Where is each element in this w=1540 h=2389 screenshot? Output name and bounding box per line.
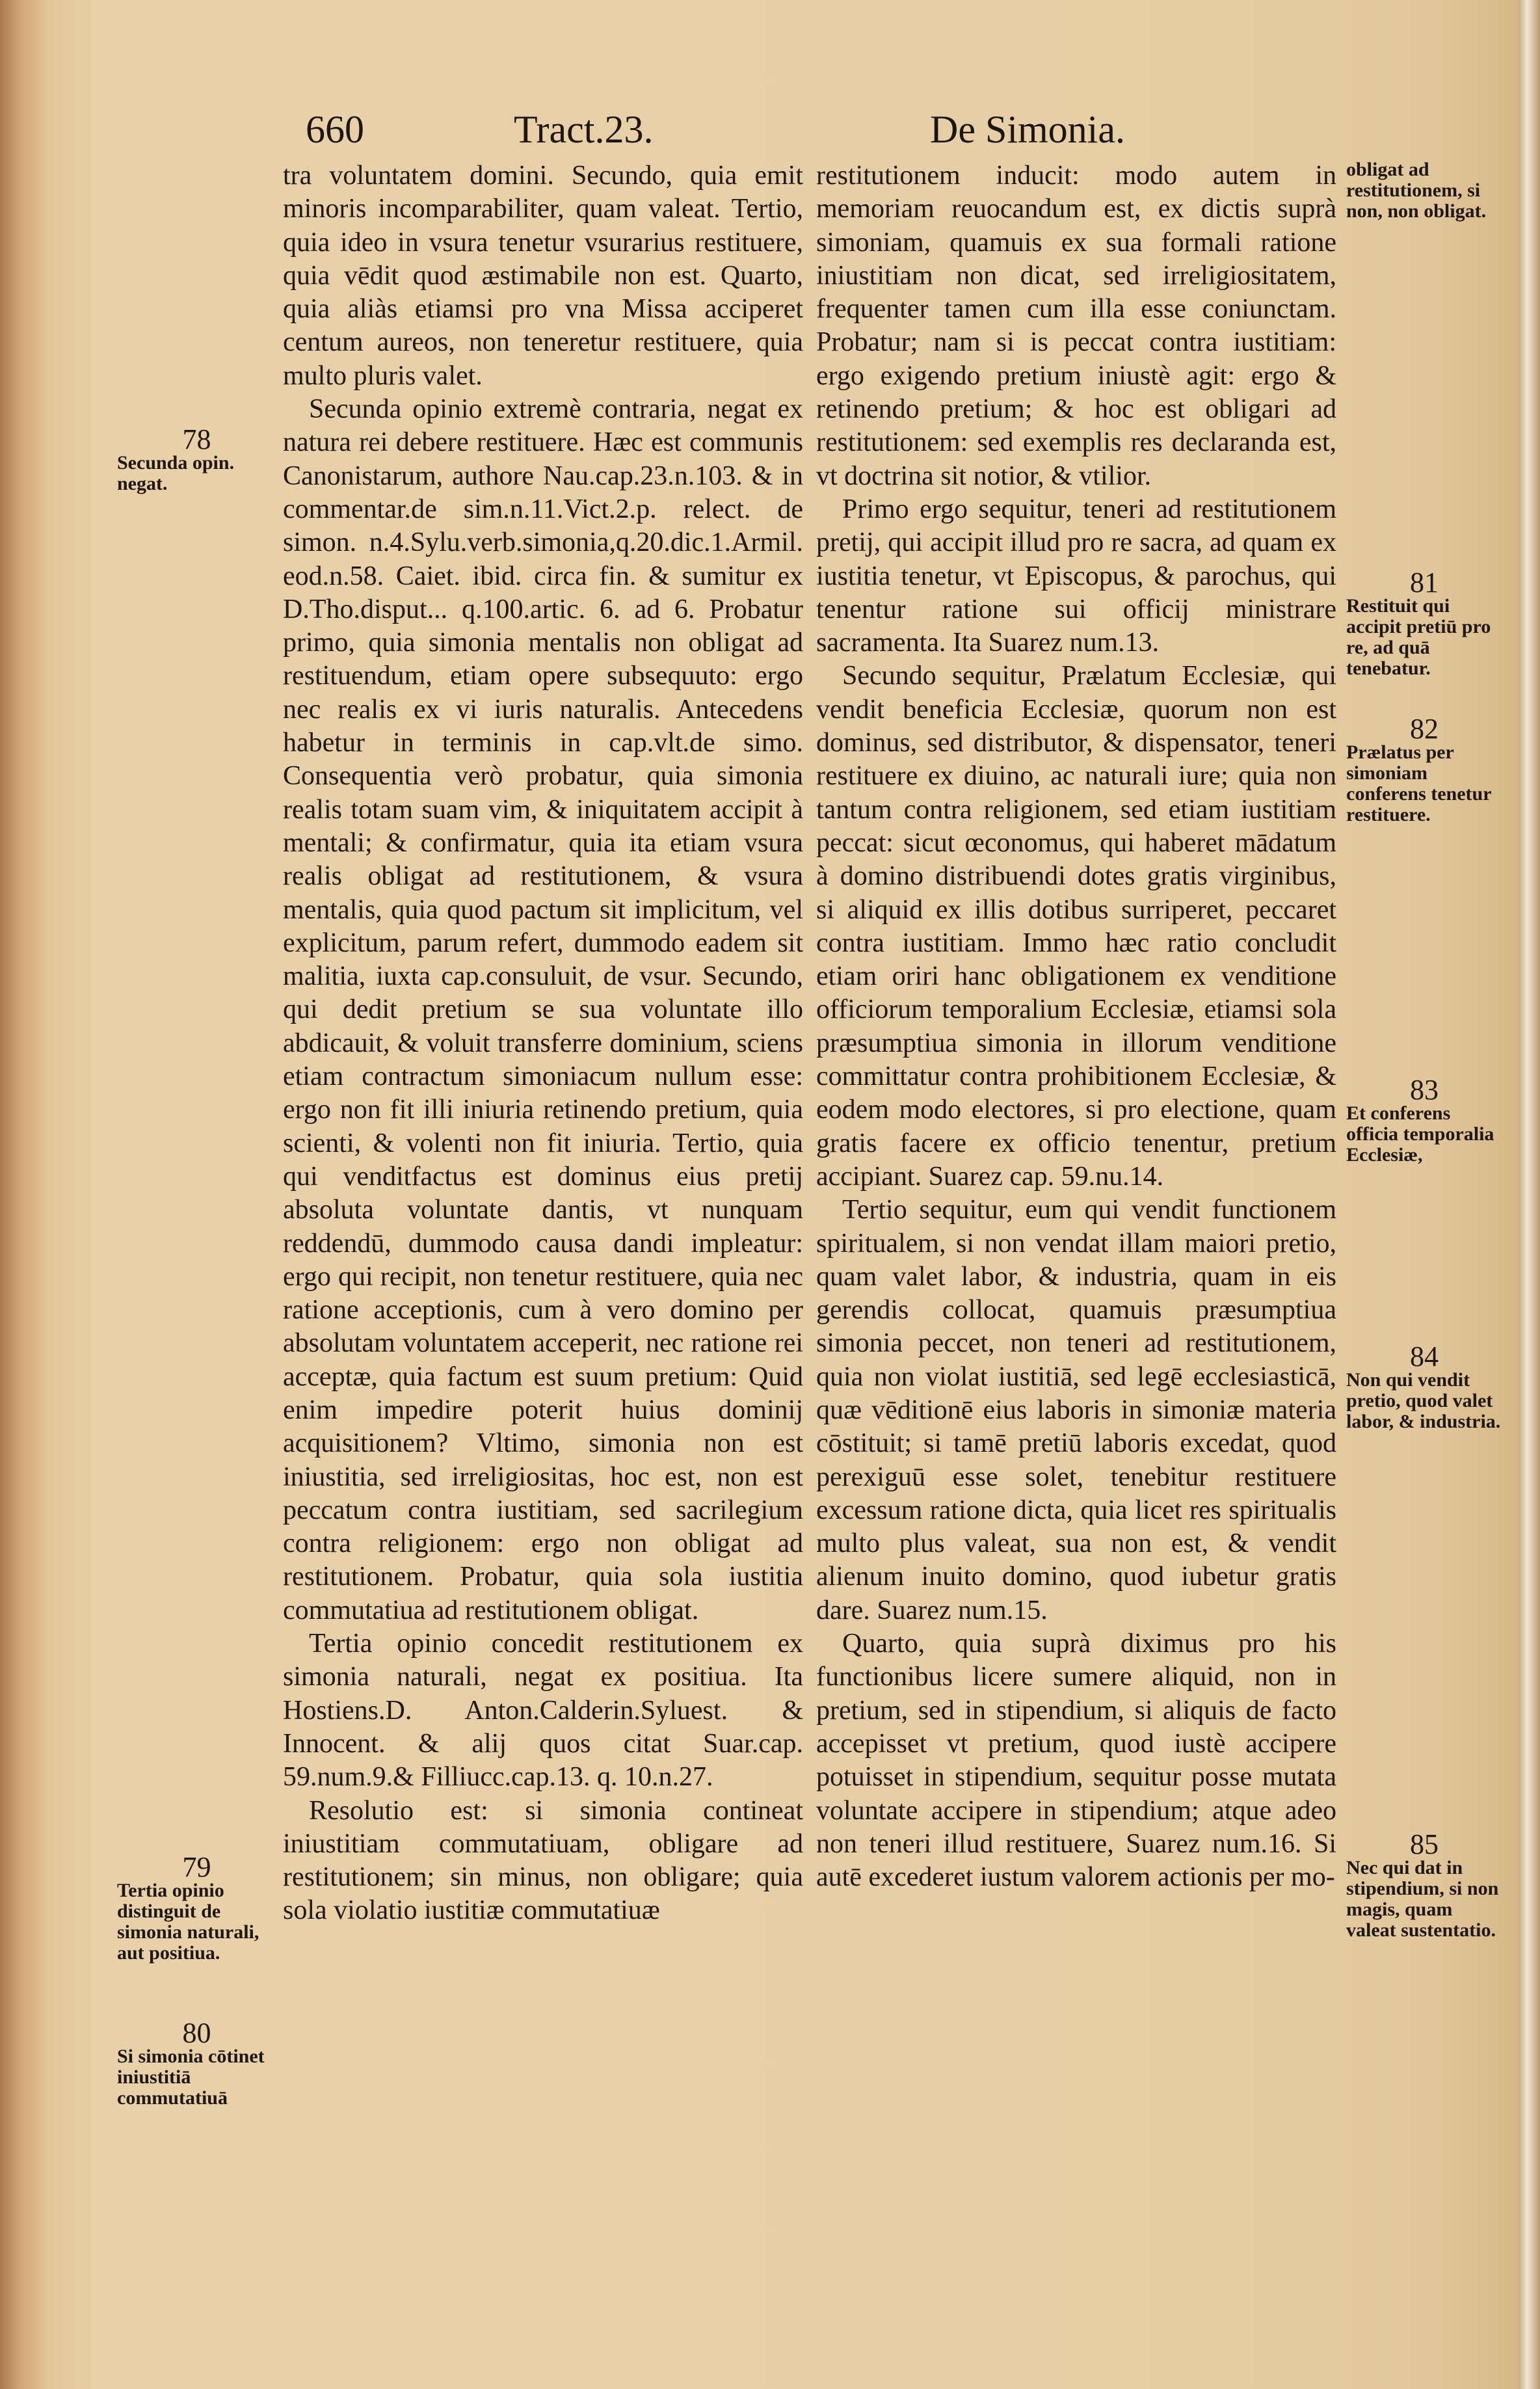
paragraph: Tertio sequitur, eum qui vendit functionem spiritualem, si non vendat illam maiori pretio, quam valet labor, & industria, quam in eis gerendis collocat, quamuis præsumptiua simonia peccet, non teneri ad restitutionem, quia non violat iustitiā, sed legē ecclesiasticā, quæ vēditionē eius laboris in simoniæ materia cōstituit; si tamē pretiū laboris excedat, quod perexiguū esse solet, tenebitur restituere excessum ratione dicta, quia licet res spiritualis multo plus valeat, sua non est, & vendit alienum inuito domino, quod iubetur gratis dare. Suarez num.15.: [816, 1195, 1336, 1625]
margin-note: [117, 1851, 276, 1964]
paragraph: Primo ergo sequitur, teneri ad restitutionem pretij, qui accipit illud pro re sacra, ad quam ex iustitia tenetur, vt Episcopus, & parochus, qui tenentur ratione sui officij ministrare sacramenta. Ita Suarez num.13.: [816, 494, 1336, 658]
page-title: De Simonia.: [930, 108, 1125, 151]
right-text-column: [816, 159, 1336, 1894]
paragraph: tra voluntatem domini. Secundo, quia emit minoris incomparabiliter, quam valeat. Tertio, quia ideo in vsura tenetur vsurarius restituere, quia vēdit quod æstimabile non est. Quarto, quia aliàs etiamsi pro vna Missa acciperet centum aureos, non teneretur restituere, quia multo pluris valet.: [283, 161, 803, 391]
margin-note-number: 82: [1410, 713, 1439, 745]
margin-note-number: 80: [182, 2017, 211, 2049]
margin-note-number: 83: [1410, 1074, 1439, 1106]
paragraph: Secunda opinio extremè contraria, negat ex natura rei debere restituere. Hæc est communis Canonistarum, authore Nau.cap.23.n.103. & in commentar.de sim.n.11.Vict.2.p. relect. de simon. n.4.Sylu.verb.simonia,q.20.dic.1.Armil. eod.n.58. Caiet. ibid. circa fin. & sumitur ex D.Tho.disput... q.100.artic. 6. ad 6. Probatur primo, quia simonia mentalis non obligat ad restituendum, etiam opere subsequuto: ergo nec realis ex vi iuris naturalis. Antecedens habetur in terminis in cap.vlt.de simo. Consequentia verò probatur, quia simonia realis totam suam vim, & iniquitatem accipit à mentali; & confirmatur, quia ita etiam vsura realis obligat ad restitutionem, & vsura mentalis, quia quod pactum sit implicitum, vel explicitum, parum refert, dummodo eadem sit malitia, iuxta cap.consuluit, de vsur. Secundo, qui dedit pretium se sua voluntate illo abdicauit, & voluit transferre dominium, sciens etiam contractum simoniacum nullum esse: ergo non fit illi iniuria retinendo pretium, quia scienti, & volenti non fit iniuria. Tertio, quia qui venditfactus est dominus eius pretij absoluta voluntate dantis, vt nunquam reddendū, dummodo causa dandi impleatur: ergo qui recipit, non tenetur restituere, quia nec ratione acceptionis, cum à vero domino per absolutam voluntatem acceperit, nec ratione rei acceptæ, quia factum est suum pretium: Quid enim impedire poterit huius dominij acquisitionem? Vltimo, simonia non est iniustitia, sed irreligiositas, hoc est, non est peccatum contra iustitiam, sed sacrilegium contra religionem: ergo non obligat ad restitutionem. Probatur, quia sola iustitia commutatiua ad restitutionem obligat.: [283, 394, 803, 1625]
margin-note-text: Et conferens officia temporalia Ecclesiæ,: [1346, 1102, 1494, 1166]
margin-note-text: Prælatus per simoniam conferens tenetur restituere.: [1346, 741, 1492, 825]
margin-note-number: 85: [1410, 1828, 1439, 1860]
paragraph: Resolutio est: si simonia contineat iniustitiam commutatiuam, obligare ad restitutionem; sin minus, non obligare; quia sola violatio iustitiæ commutatiuæ: [283, 1795, 803, 1926]
margin-note: [1346, 567, 1502, 679]
margin-note-text: obligat ad restitutionem, si non, non obligat.: [1346, 159, 1487, 222]
margin-note: [1346, 713, 1502, 825]
running-header: [306, 107, 1411, 159]
margin-note: [117, 2017, 276, 2109]
paragraph: Quarto, quia suprà diximus pro his functionibus licere sumere aliquid, non in pretium, sed in stipendium, si aliquis de facto accepisset vt pretium, quod iustè accipere potuisset in stipendium, sequitur posse mutata voluntate accipere in stipendium; atque adeo non teneri illud restituere, Suarez num.16. Si autē excederet iustum valorem actionis per mo-: [816, 1629, 1336, 1893]
paragraph: Secundo sequitur, Prælatum Ecclesiæ, qui vendit beneficia Ecclesiæ, quorum non est dominus, sed distributor, & dispensator, teneri restituere ex diuino, ac naturali iure; quia non tantum contra religionem, sed etiam iustitiam peccat: sicut œconomus, qui haberet mādatum à domino distribuendi dotes gratis virginibus, si aliquid ex illis dotibus surriperet, peccaret contra iustitiam. Immo hæc ratio concludit etiam oriri hanc obligationem ex venditione officiorum temporalium Ecclesiæ, etiamsi sola præsumptiua simonia in illorum venditione committatur contra prohibitionem Ecclesiæ, & eodem modo electores, si pro electione, quam gratis facere ex officio tenentur, pretium accipiant. Suarez cap. 59.nu.14.: [816, 661, 1336, 1192]
margin-note-number: 79: [182, 1851, 211, 1883]
margin-note-text: Si simonia cōtinet iniustitiā commutatiuā: [117, 2046, 265, 2109]
left-text-column: [283, 159, 803, 1928]
margin-note: [1346, 1074, 1502, 1166]
margin-note: [1346, 159, 1502, 222]
margin-note: [1346, 1341, 1502, 1432]
paragraph: restitutionem inducit: modo autem in memoriam reuocandum est, ex dictis suprà simoniam, quamuis ex sua formali ratione iniustitiam non dicat, sed irreligiositatem, frequenter tamen cum illa esse coniunctam. Probatur; nam si is peccat contra iustitiam: ergo exigendo pretium iniustè agit: ergo & retinendo pretium; & hoc est obligari ad restitutionem: sed exemplis res declaranda est, vt doctrina sit notior, & vtilior.: [816, 161, 1336, 491]
page-number: 660: [306, 108, 364, 151]
tract-heading: Tract.23.: [514, 108, 654, 151]
margin-note-number: 78: [182, 423, 211, 455]
paragraph: Tertia opinio concedit restitutionem ex simonia naturali, negat ex positiua. Ita Hostiens.D. Anton.Calderin.Syluest. & Innocent. & alij quos citat Suar.cap. 59.num.9.& Filliucc.cap.13. q. 10.n.27.: [283, 1629, 803, 1793]
margin-note-text: Non qui vendit pretio, quod valet labor, & industria.: [1346, 1369, 1501, 1432]
margin-note-number: 84: [1410, 1341, 1439, 1372]
margin-note: [1346, 1828, 1502, 1941]
adjacent-page-edge: [1519, 0, 1540, 2389]
margin-note-text: Tertia opinio distinguit de simonia naturali, aut positiua.: [117, 1880, 259, 1964]
margin-note: [117, 423, 276, 494]
margin-note-text: Secunda opin. negat.: [117, 452, 235, 494]
margin-note-text: Nec qui dat in stipendium, si non magis, quam valeat sustentatio.: [1346, 1857, 1499, 1941]
margin-note-text: Restituit qui accipit pretiū pro re, ad quā tenebatur.: [1346, 595, 1491, 679]
margin-note-number: 81: [1410, 567, 1439, 598]
